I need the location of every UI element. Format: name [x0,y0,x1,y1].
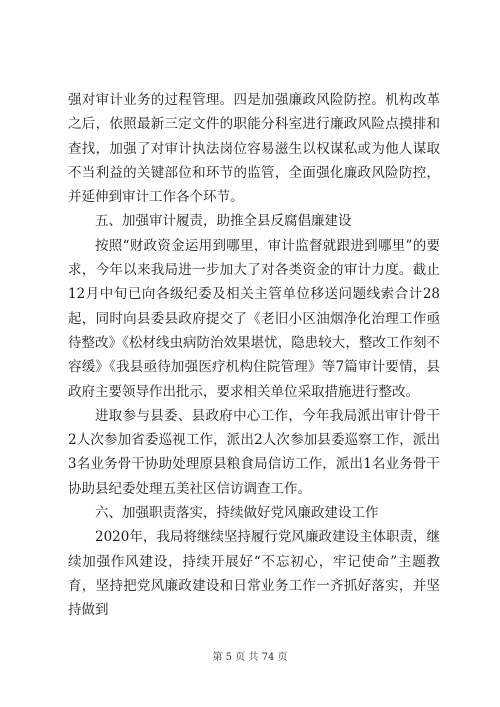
paragraph-2020-plan: 2020年，我局将继续坚持履行党风廉政建设主体职责，继续加强作风建设，持续开展好“不忘初心，牢记使命”主题教育，坚持把党风廉政建设和日常业务工作一齐抓好落实，并坚持做到 [68,529,440,619]
paragraph-audit-funds: 按照“财政资金运用到哪里，审计监督就跟进到哪里”的要求，今年以来我局进一步加大了对各类资金的审计力度。截止12月中旬已向各级纪委及相关主管单位移送问题线索合计28起，同时向县委县政府提交了《老旧小区油烟净化治理工作亟待整改》《松材线虫病防治效果堪忧，隐患较大，整改工作刻不容缓》《我县亟待加强医疗机构住院管理》等7篇审计要情，县政府主要领导作出批示，要求相关单位采取措施进行整改。 [68,237,440,400]
paragraph-central-work: 进取参与县委、县政府中心工作，今年我局派出审计骨干2人次参加省委巡视工作，派出2人次参加县委巡察工作，派出3名业务骨干协助处理原县粮食局信访工作，派出1名业务骨干协助县纪委处理五美社区信访调查工作。 [68,407,440,497]
page-footer: 第 5 页 共 74 页 [212,652,288,663]
document-body [68,88,440,623]
section-heading-five: 五、加强审计履责，助推全县反腐倡廉建设 [95,213,352,230]
paragraph-continuation: 强对审计业务的过程管理。四是加强廉政风险防控。机构改革之后，依照最新三定文件的职能分科室进行廉政风险点摸排和查找，加强了对审计执法岗位容易滋生以权谋私或为他人谋取不当利益的关键部位和环节的监管，全面强化廉政风险防控，并延伸到审计工作各个环节。 [68,92,440,206]
section-heading-six: 六、加强职责落实，持续做好党风廉政建设工作 [95,505,379,522]
